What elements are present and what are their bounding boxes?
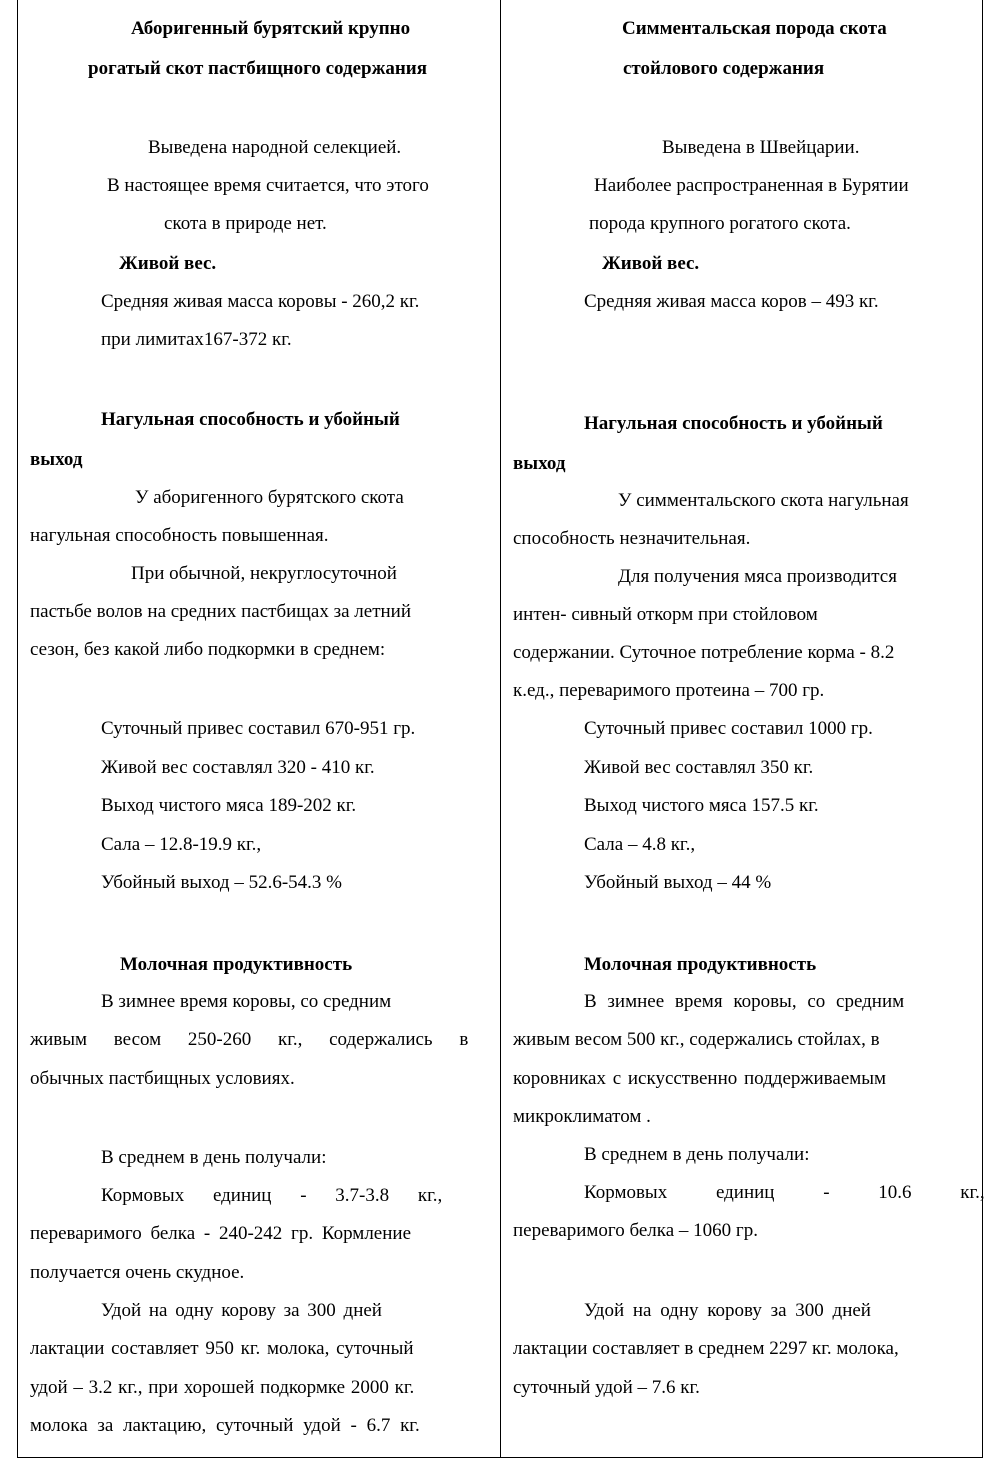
right-weight-heading: Живой вес.	[602, 253, 700, 274]
left-slaughter-yield: Убойный выход – 52.6-54.3 %	[101, 872, 342, 893]
left-yield-line1: Удой на одну корову за 300 дней	[101, 1300, 382, 1321]
right-origin: Выведена в Швейцарии.	[662, 137, 860, 158]
right-fattening-heading-line2: выход	[513, 453, 566, 474]
right-fattening-line2: способность незначительная.	[513, 528, 751, 549]
right-yield-line2: лактации составляет в среднем 2297 кг. молока,	[513, 1338, 899, 1359]
right-feeding-line4: к.ед., переваримого протеина – 700 гр.	[513, 680, 825, 701]
left-grazing-line2: пастьбе волов на средних пастбищах за летний	[30, 601, 412, 622]
right-feed-line1: Кормовых единиц - 10.6 кг.,	[584, 1182, 985, 1203]
left-winter-line3: обычных пастбищных условиях.	[30, 1068, 295, 1089]
left-grazing-line3: сезон, без какой либо подкормки в среднем:	[30, 639, 386, 660]
left-fattening-line2: нагульная способность повышенная.	[30, 525, 329, 546]
left-note-line2: скота в природе нет.	[164, 213, 327, 234]
right-feeding-line3: содержании. Суточное потребление корма - 8.2	[513, 642, 895, 663]
left-weight-line2: при лимитах167-372 кг.	[101, 329, 292, 350]
left-milk-heading: Молочная продуктивность	[120, 954, 353, 975]
left-feed-line2: переваримого белка - 240-242 гр. Кормление	[30, 1223, 411, 1244]
right-daily-heading: В среднем в день получали:	[584, 1144, 810, 1165]
left-winter-line1: В зимнее время коровы, со средним	[101, 991, 392, 1012]
right-feed-line2: переваримого белка – 1060 гр.	[513, 1220, 758, 1241]
right-daily-gain: Суточный привес составил 1000 гр.	[584, 718, 873, 739]
left-feed-line3: получается очень скудное.	[30, 1262, 245, 1283]
right-live-weight: Живой вес составлял 350 кг.	[584, 757, 814, 778]
right-lard: Сала – 4.8 кг.,	[584, 834, 696, 855]
left-title-line1: Аборигенный бурятский крупно	[131, 18, 411, 39]
right-milk-heading: Молочная продуктивность	[584, 954, 817, 975]
right-fattening-heading-line1: Нагульная способность и убойный	[584, 413, 883, 434]
right-winter-line1: В зимнее время коровы, со средним	[584, 991, 905, 1012]
right-slaughter-yield: Убойный выход – 44 %	[584, 872, 772, 893]
left-yield-line2: лактации составляет 950 кг. молока, суточный	[30, 1338, 414, 1359]
left-fattening-heading-line1: Нагульная способность и убойный	[101, 409, 400, 430]
column-divider	[500, 0, 501, 1457]
left-live-weight: Живой вес составлял 320 - 410 кг.	[101, 757, 375, 778]
right-yield-line1: Удой на одну корову за 300 дней	[584, 1300, 871, 1321]
left-daily-gain: Суточный привес составил 670-951 гр.	[101, 718, 416, 739]
right-title-line1: Симментальская порода скота	[622, 18, 887, 39]
left-winter-line2	[30, 1029, 490, 1051]
right-feeding-line2: интен- сивный откорм при стойловом	[513, 604, 818, 625]
right-yield-line3: суточный удой – 7.6 кг.	[513, 1377, 700, 1398]
left-yield-line4: молока за лактацию, суточный удой - 6.7 кг.	[30, 1415, 420, 1436]
left-feed-line1: Кормовых единиц - 3.7-3.8 кг.,	[101, 1185, 443, 1206]
left-origin: Выведена народной селекцией.	[148, 137, 402, 158]
right-note-line2: порода крупного рогатого скота.	[589, 213, 851, 234]
right-winter-line2: живым весом 500 кг., содержались стойлах, в	[513, 1029, 880, 1050]
left-title-line2: рогатый скот пастбищного содержания	[88, 58, 428, 79]
right-feeding-line1: Для получения мяса производится	[618, 566, 897, 587]
right-winter-line4: микроклиматом .	[513, 1106, 651, 1127]
left-lard: Сала – 12.8-19.9 кг.,	[101, 834, 262, 855]
left-fattening-heading-line2: выход	[30, 449, 83, 470]
right-note-line1: Наиболее распространенная в Бурятии	[594, 175, 909, 196]
right-weight-line1: Средняя живая масса коров – 493 кг.	[584, 291, 879, 312]
left-note-line1: В настоящее время считается, что этого	[107, 175, 429, 196]
left-weight-line1: Средняя живая масса коровы - 260,2 кг.	[101, 291, 420, 312]
right-fattening-line1: У симментальского скота нагульная	[618, 490, 909, 511]
left-meat-yield: Выход чистого мяса 189-202 кг.	[101, 795, 357, 816]
left-grazing-line1: При обычной, некруглосуточной	[131, 563, 397, 584]
left-daily-heading: В среднем в день получали:	[101, 1147, 327, 1168]
left-weight-heading: Живой вес.	[119, 253, 217, 274]
left-yield-line3: удой – 3.2 кг., при хорошей подкормке 2000 кг.	[30, 1377, 415, 1398]
left-fattening-line1: У аборигенного бурятского скота	[135, 487, 404, 508]
right-title-line2: стойлового содержания	[623, 58, 825, 79]
right-meat-yield: Выход чистого мяса 157.5 кг.	[584, 795, 819, 816]
right-winter-line3: коровниках с искусственно поддерживаемым	[513, 1068, 887, 1089]
left-winter-line2-text: живым весом 250-260 кг., содержались в	[30, 1029, 469, 1050]
